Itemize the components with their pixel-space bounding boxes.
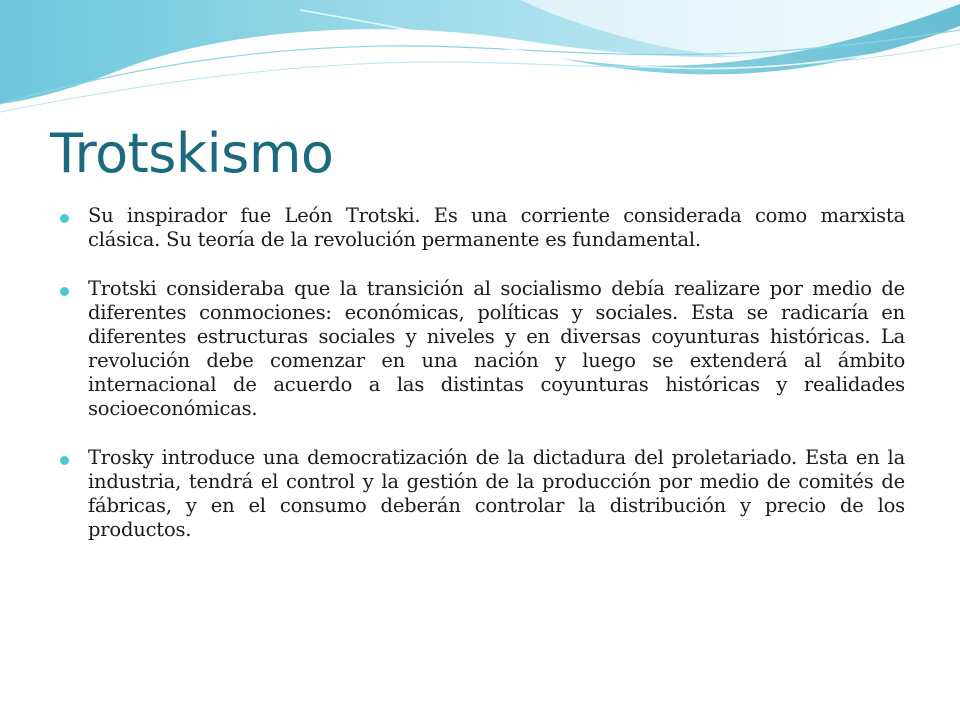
bullet-item	[58, 204, 905, 252]
bullet-text: Trosky introduce una democratización de la dictadura del proletariado. Esta en la industria, tendrá el control y la gestión de la producción por medio de comités de fábricas, y en el consumo deberán controlar la distribución y precio de los productos.	[88, 446, 905, 541]
bullet-item	[58, 277, 905, 421]
bullet-dot-icon	[60, 287, 69, 296]
bullet-list	[58, 204, 905, 567]
bullet-text: Su inspirador fue León Trotski. Es una corriente considerada como marxista clásica. Su teoría de la revolución permanente es fundamental.	[88, 204, 905, 251]
bullet-item	[58, 446, 905, 542]
bullet-text: Trotski consideraba que la transición al socialismo debía realizare por medio de diferentes conmociones: económicas, políticas y sociales. Esta se radicaría en diferentes estructuras sociales y niveles y en diversas coyunturas históricas. La revolución debe comenzar en una nación y luego se extenderá al ámbito internacional de acuerdo a las distintas coyunturas históricas y realidades socioeconómicas.	[88, 277, 905, 420]
bullet-dot-icon	[60, 456, 69, 465]
header-wave-decoration	[0, 0, 960, 130]
slide-title: Trotskismo	[50, 122, 334, 185]
bullet-dot-icon	[60, 214, 69, 223]
